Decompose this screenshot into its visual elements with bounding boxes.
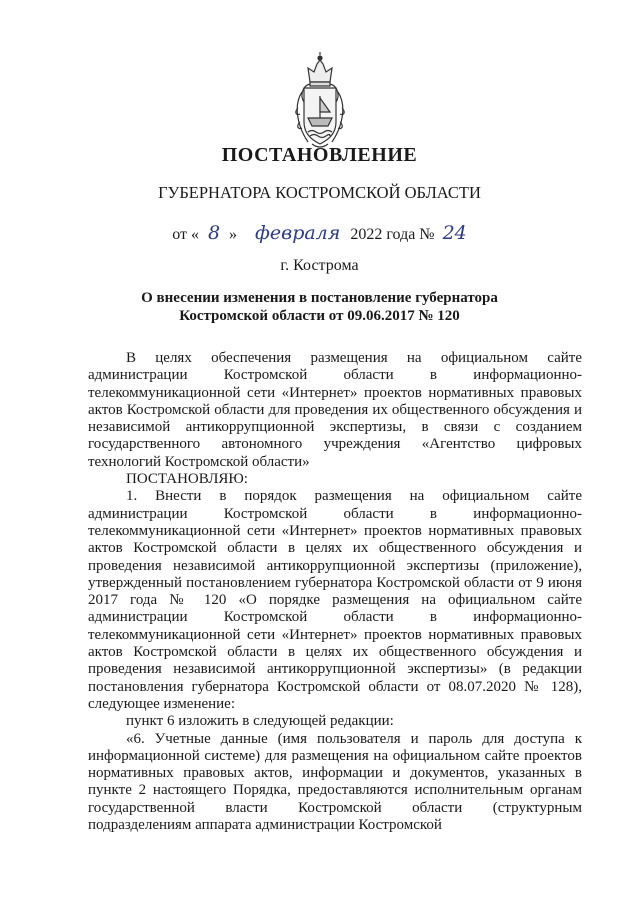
date-mid: »	[229, 226, 238, 243]
issuer-subtitle: ГУБЕРНАТОРА КОСТРОМСКОЙ ОБЛАСТИ	[158, 183, 481, 202]
city-line: г. Кострома	[280, 257, 359, 274]
body-paragraph: 1. Внести в порядок размещения на официальном сайте администрации Костромской области в информационно-телекоммуникационной сети «Интернет» проектов нормативных правовых актов Костромской области в целях их общественного обсуждения и проведения независимой антикоррупционной экспертизы (приложение), утвержденный постановлением губернатора Костромской области от 9 июня 2017 года № 120 «О порядке размещения на официальном сайте администрации Костромской области в информационно-телекоммуникационной сети «Интернет» проектов нормативных правовых актов Костромской области в целях их общественного обсуждения и проведения независимой антикоррупционной экспертизы» (в редакции постановления губернатора Костромской области от 08.07.2020 № 128), следующее изменение:	[88, 488, 582, 712]
kostroma-coat-of-arms-icon	[288, 52, 352, 152]
body-paragraph: В целях обеспечения размещения на официальном сайте администрации Костромской области в информационно-телекоммуникационной сети «Интернет» проектов нормативных правовых актов Костромской области для проведения их общественного обсуждения и независимой антикоррупционной экспертизы, в связи с созданием государственного автономного учреждения «Агентство цифровых технологий Костромской области»	[88, 350, 582, 470]
document-title: ПОСТАНОВЛЕНИЕ	[221, 144, 418, 166]
body-paragraph: «6. Учетные данные (имя пользователя и пароль для доступа к информационной системе) для размещения на официальном сайте проектов нормативных правовых актов, информации и документов, указанных в пункте 2 настоящего Порядка, предоставляются исполнительным органам государственной власти Костромской области (структурным подразделениям аппарата администрации Костромской	[88, 730, 582, 834]
document-heading	[60, 289, 579, 325]
handwritten-number: 24	[442, 222, 467, 244]
handwritten-month: февраля	[255, 222, 341, 244]
heading-line-2: Костромской области от 09.06.2017 № 120	[179, 308, 460, 324]
body-paragraph: ПОСТАНОВЛЯЮ:	[126, 471, 248, 488]
heading-line-1: О внесении изменения в постановление губернатора	[141, 290, 498, 306]
date-prefix: от «	[172, 226, 200, 243]
date-line	[0, 222, 639, 244]
handwritten-day: 8	[207, 222, 221, 244]
date-year-text: 2022 года №	[350, 226, 435, 243]
body-paragraph: пункт 6 изложить в следующей редакции:	[126, 713, 394, 730]
document-body	[88, 350, 582, 834]
